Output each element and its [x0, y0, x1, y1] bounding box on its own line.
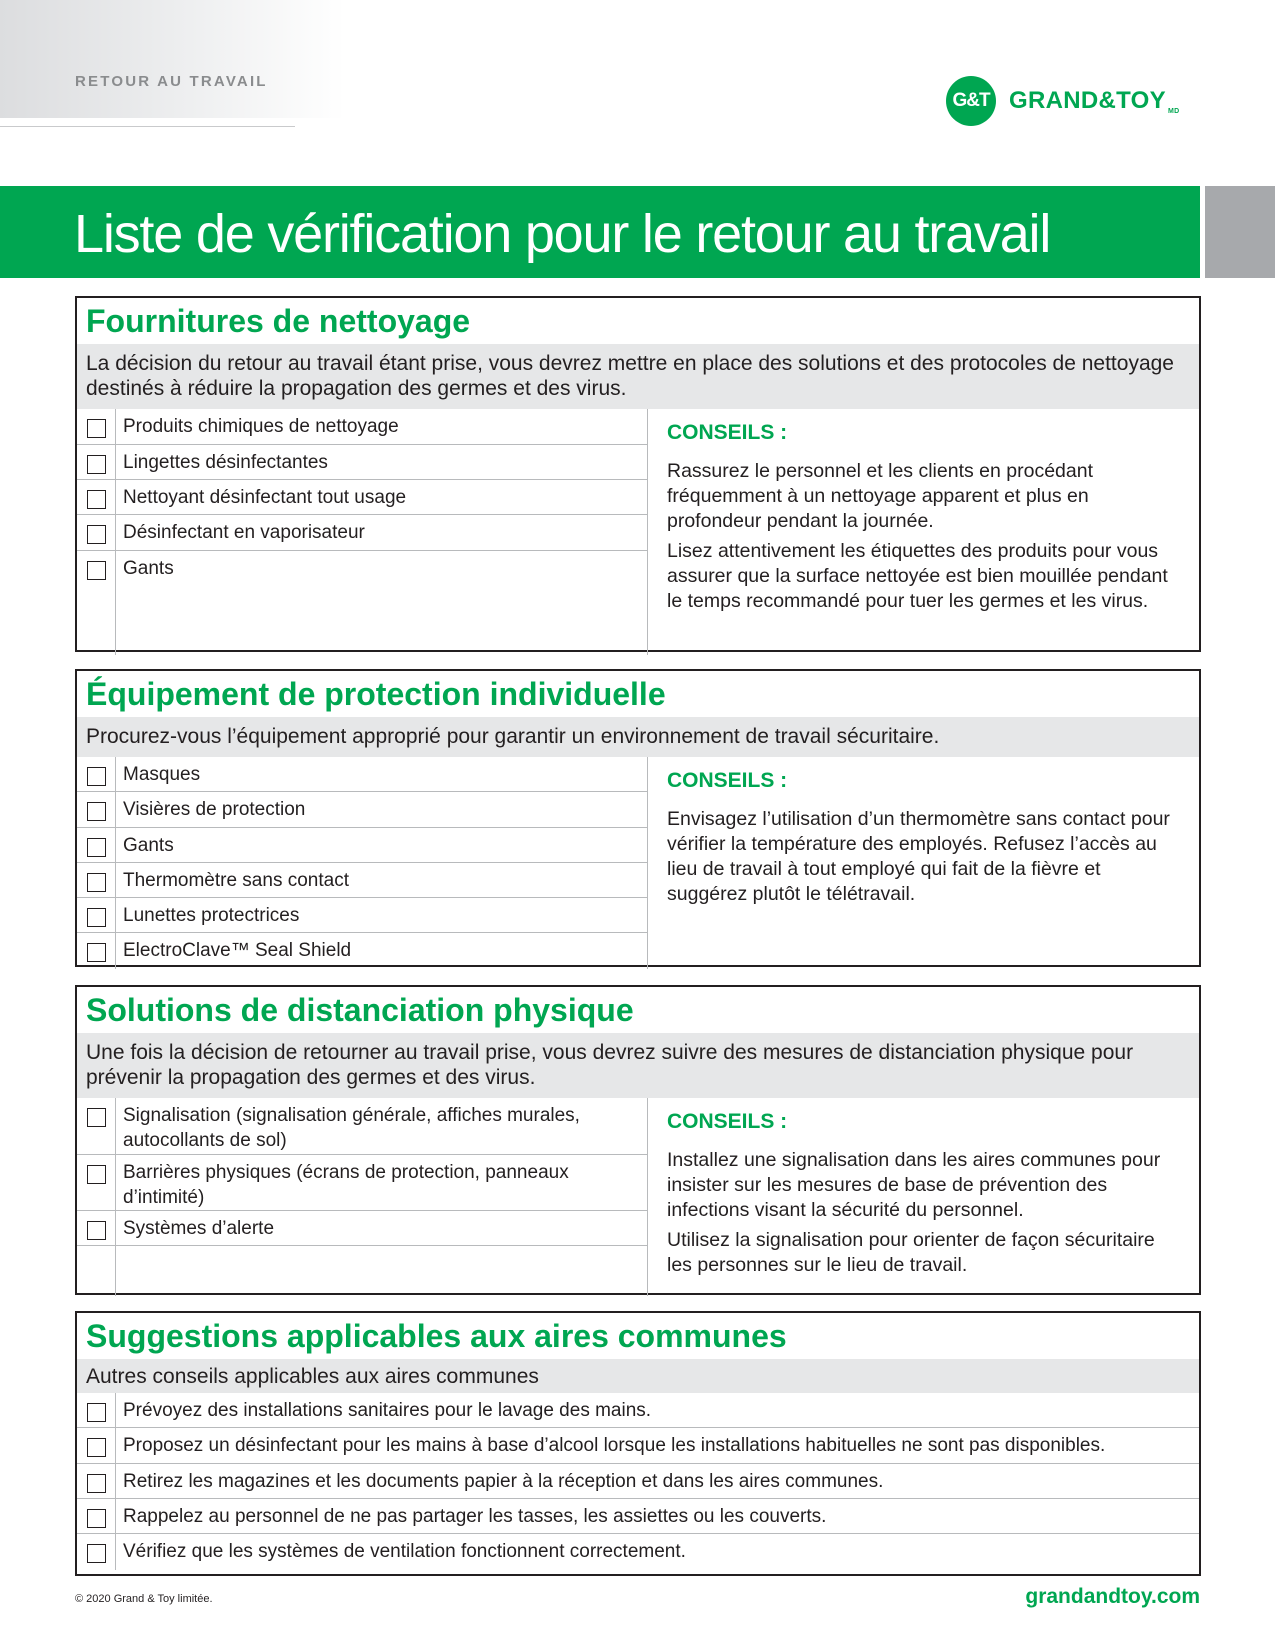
- list-item: Thermomètre sans contact: [77, 863, 647, 898]
- checkbox[interactable]: [87, 1544, 106, 1563]
- title-band: [0, 186, 1200, 278]
- checkbox[interactable]: [87, 908, 106, 927]
- section-title: Équipement de protection individuelle: [86, 676, 666, 712]
- list-item: Barrières physiques (écrans de protection, panneaux d’intimité): [77, 1155, 647, 1211]
- checkbox[interactable]: [87, 802, 106, 821]
- checklist: [77, 1393, 1199, 1570]
- list-item: Nettoyant désinfectant tout usage: [77, 480, 647, 515]
- list-item: Vérifiez que les systèmes de ventilation fonctionnent correctement.: [77, 1534, 1199, 1568]
- section-intro: Une fois la décision de retourner au travail prise, vous devrez suivre des mesures de distanciation physique pour prévenir la propagation des germes et des virus.: [77, 1033, 1199, 1098]
- section-intro: Autres conseils applicables aux aires communes: [77, 1359, 1199, 1393]
- tips-heading: CONSEILS :: [667, 421, 788, 444]
- checkbox[interactable]: [87, 767, 106, 786]
- section-title: Fournitures de nettoyage: [86, 303, 471, 339]
- copyright: © 2020 Grand & Toy limitée.: [75, 1593, 213, 1605]
- section-intro: La décision du retour au travail étant prise, vous devrez mettre en place des solutions et des protocoles de nettoyage destinés à réduire la propagation des germes et des virus.: [77, 344, 1199, 409]
- list-item: Produits chimiques de nettoyage: [77, 409, 647, 445]
- list-item: Lunettes protectrices: [77, 898, 647, 933]
- tip-text: Installez une signalisation dans les aires communes pour insister sur les mesures de base de prévention des infections visant la sécurité du personnel.: [667, 1149, 1161, 1221]
- tip-text: Lisez attentivement les étiquettes des produits pour vous assurer que la surface nettoyée est bien mouillée pendant le temps recommandé pour tuer les germes et les virus.: [667, 540, 1168, 612]
- section-physical-distancing: [75, 985, 1201, 1295]
- list-item: Retirez les magazines et les documents papier à la réception et dans les aires communes.: [77, 1464, 1199, 1499]
- list-item: ElectroClave™ Seal Shield: [77, 933, 647, 969]
- tips-heading: CONSEILS :: [667, 769, 788, 792]
- tips-panel: [648, 409, 1199, 655]
- checkbox[interactable]: [87, 455, 106, 474]
- checkbox[interactable]: [87, 1438, 106, 1457]
- section-title: Suggestions applicables aux aires communes: [86, 1318, 787, 1354]
- list-item: Lingettes désinfectantes: [77, 445, 647, 480]
- checkbox[interactable]: [87, 943, 106, 962]
- section-cleaning-supplies: [75, 296, 1201, 652]
- eyebrow-label: RETOUR AU TRAVAIL: [75, 73, 268, 90]
- list-item: Systèmes d’alerte: [77, 1211, 647, 1246]
- checkbox[interactable]: [87, 419, 106, 438]
- header-gradient: [0, 0, 345, 118]
- tip-text: Envisagez l’utilisation d’un thermomètre sans contact pour vérifier la température des employés. Refusez l’accès au lieu de travail à tout employé qui fait de la fièvre et suggérez plutôt le télétravail.: [667, 808, 1170, 905]
- checklist: [77, 409, 648, 655]
- list-item: Proposez un désinfectant pour les mains à base d’alcool lorsque les installations habituelles ne sont pas disponibles.: [77, 1428, 1199, 1464]
- section-common-areas: [75, 1311, 1201, 1576]
- list-item: Visières de protection: [77, 792, 647, 828]
- page-title: Liste de vérification pour le retour au travail: [74, 204, 1051, 264]
- website-link[interactable]: grandandtoy.com: [1025, 1585, 1200, 1608]
- checkbox[interactable]: [87, 1403, 106, 1422]
- list-item: Rappelez au personnel de ne pas partager les tasses, les assiettes ou les couverts.: [77, 1499, 1199, 1534]
- checklist: [77, 757, 648, 969]
- section-intro: Procurez-vous l’équipement approprié pour garantir un environnement de travail sécuritaire.: [77, 717, 1199, 757]
- checkbox[interactable]: [87, 490, 106, 509]
- list-item: Gants: [77, 551, 647, 586]
- section-ppe: [75, 669, 1201, 967]
- logo-mark-icon: G&T: [946, 76, 996, 126]
- checkbox[interactable]: [87, 561, 106, 580]
- grand-toy-logo: [946, 76, 1179, 126]
- list-item: Signalisation (signalisation générale, affiches murales, autocollants de sol): [77, 1098, 647, 1155]
- checkbox[interactable]: [87, 1509, 106, 1528]
- tip-text: Utilisez la signalisation pour orienter de façon sécuritaire les personnes sur le lieu de travail.: [667, 1229, 1155, 1276]
- checkbox[interactable]: [87, 1165, 106, 1184]
- checkbox[interactable]: [87, 1221, 106, 1240]
- list-item: Masques: [77, 757, 647, 792]
- tips-heading: CONSEILS :: [667, 1110, 788, 1133]
- tip-text: Rassurez le personnel et les clients en procédant fréquemment à un nettoyage apparent et plus en profondeur pendant la journée.: [667, 460, 1093, 532]
- logo-wordmark: GRAND&TOY MD: [1009, 87, 1180, 115]
- list-item: Gants: [77, 828, 647, 863]
- checkbox[interactable]: [87, 1108, 106, 1127]
- list-item: Désinfectant en vaporisateur: [77, 515, 647, 551]
- checklist: [77, 1098, 648, 1296]
- side-tab: [1205, 186, 1275, 278]
- checkbox[interactable]: [87, 525, 106, 544]
- section-title: Solutions de distanciation physique: [86, 992, 634, 1028]
- checkbox[interactable]: [87, 1474, 106, 1493]
- tips-panel: [648, 1098, 1199, 1296]
- list-item: Prévoyez des installations sanitaires pour le lavage des mains.: [77, 1393, 1199, 1428]
- header-rule: [0, 126, 295, 127]
- checkbox[interactable]: [87, 838, 106, 857]
- tips-panel: [648, 757, 1199, 969]
- checkbox[interactable]: [87, 873, 106, 892]
